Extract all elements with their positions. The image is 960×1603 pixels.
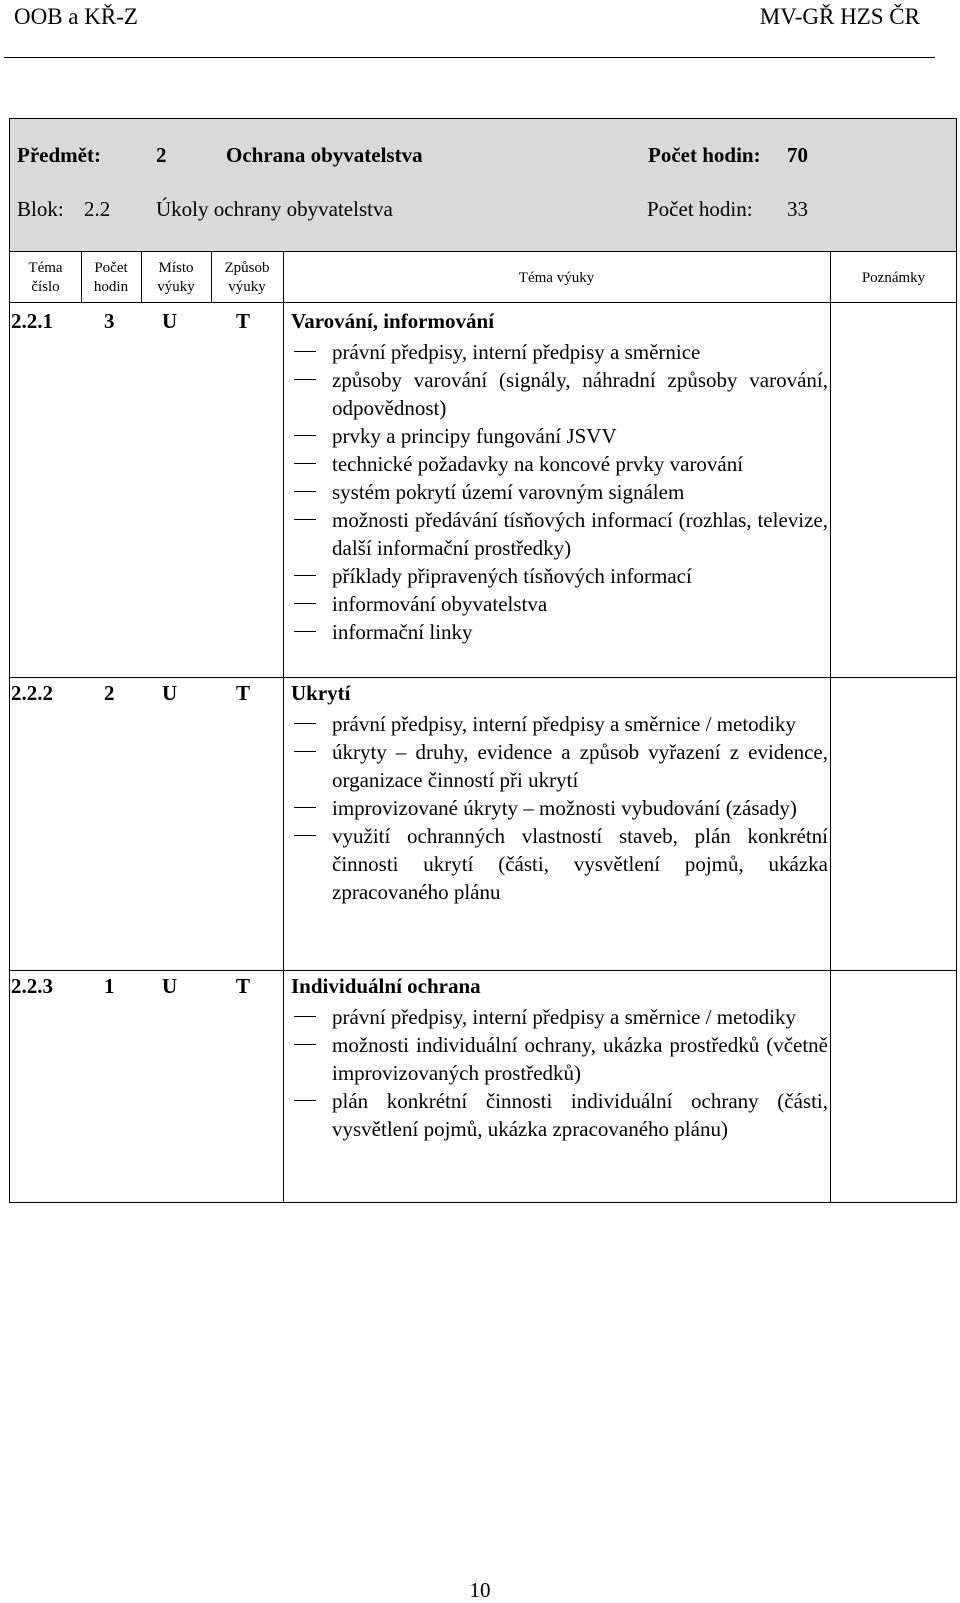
column-header-method-line1: Způsob xyxy=(224,260,270,276)
topic-place: U xyxy=(162,974,178,998)
block-title: Úkoly ochrany obyvatelstva xyxy=(156,197,393,221)
topic-place: U xyxy=(162,309,178,333)
page-header xyxy=(0,0,960,60)
topic-hours: 1 xyxy=(104,974,115,998)
block-label: Blok: xyxy=(17,197,64,221)
dash-bullet xyxy=(294,1044,316,1045)
topic-title: Varování, informování xyxy=(291,309,495,333)
dash-bullet xyxy=(294,1100,316,1101)
column-header-topic: Téma výuky xyxy=(518,270,595,286)
column-header-notes: Poznámky xyxy=(861,270,926,286)
list-item-text: plán konkrétní činnosti individuální ochrany (části, vysvětlení pojmů, ukázka zpracovaného plánu) xyxy=(332,1089,828,1141)
topic-id: 2.2.1 xyxy=(11,309,53,333)
dash-bullet xyxy=(294,835,316,836)
list-item-text: právní předpisy, interní předpisy a směrnice / metodiky xyxy=(332,1005,797,1029)
list-item-text: možnosti předávání tísňových informací (rozhlas, televize, další informační prostředky) xyxy=(332,508,828,560)
list-item-text: právní předpisy, interní předpisy a směrnice xyxy=(332,340,701,364)
table-header-rule xyxy=(10,302,956,303)
header-rule xyxy=(4,57,935,58)
list-item-text: příklady připravených tísňových informací xyxy=(332,564,692,588)
dash-bullet xyxy=(294,751,316,752)
table-divider-notes xyxy=(830,251,831,1202)
dash-bullet xyxy=(294,575,316,576)
dash-bullet xyxy=(294,1016,316,1017)
table-divider-topic xyxy=(283,251,284,1202)
list-item-text: improvizované úkryty – možnosti vybudování (zásady) xyxy=(332,796,797,820)
dash-bullet xyxy=(294,379,316,380)
dash-bullet xyxy=(294,463,316,464)
list-item xyxy=(294,506,828,562)
list-item xyxy=(294,422,828,450)
table-row-rule-2 xyxy=(10,970,956,971)
header-right-text: MV-GŘ HZS ČR xyxy=(759,4,920,29)
column-header-place xyxy=(141,259,211,297)
list-item-text: právní předpisy, interní předpisy a směrnice / metodiky xyxy=(332,712,797,736)
dash-bullet xyxy=(294,519,316,520)
list-item xyxy=(294,478,828,506)
list-item-text: způsoby varování (signály, náhradní způsoby varování, odpovědnost) xyxy=(332,368,828,420)
syllabus-table xyxy=(9,251,957,1203)
list-item-text: využití ochranných vlastností staveb, plán konkrétní činnosti ukrytí (části, vysvětlení pojmů, ukázka zpracovaného plánu xyxy=(332,824,828,904)
column-header-hours-line2: hodin xyxy=(93,279,129,295)
dash-bullet xyxy=(294,351,316,352)
block-hours-label: Počet hodin: xyxy=(647,197,753,221)
column-header-hours xyxy=(81,259,141,297)
block-hours: 33 xyxy=(787,197,808,221)
list-item-text: informační linky xyxy=(332,620,473,644)
list-item xyxy=(294,562,828,590)
column-header-hours-line1: Počet xyxy=(94,260,128,276)
dash-bullet xyxy=(294,603,316,604)
list-item xyxy=(294,794,828,822)
subject-label: Předmět: xyxy=(17,143,101,167)
column-header-topic-no-line2: číslo xyxy=(31,279,60,295)
subject-number: 2 xyxy=(156,143,167,167)
list-item xyxy=(294,1031,828,1087)
list-item xyxy=(294,618,828,646)
list-item-text: systém pokrytí území varovným signálem xyxy=(332,480,685,504)
dash-bullet xyxy=(294,491,316,492)
dash-bullet xyxy=(294,723,316,724)
list-item xyxy=(294,738,828,794)
list-item-text: prvky a principy fungování JSVV xyxy=(332,424,617,448)
table-row-rule-1 xyxy=(10,677,956,678)
dash-bullet xyxy=(294,807,316,808)
list-item xyxy=(294,338,828,366)
topic-item-list xyxy=(294,1003,828,1143)
topic-hours: 2 xyxy=(104,681,115,705)
list-item-text: informování obyvatelstva xyxy=(332,592,548,616)
list-item xyxy=(294,710,828,738)
subject-hours: 70 xyxy=(787,143,808,167)
topic-method: T xyxy=(236,681,251,705)
column-header-method xyxy=(211,259,283,297)
list-item xyxy=(294,450,828,478)
topic-id: 2.2.2 xyxy=(11,681,53,705)
topic-place: U xyxy=(162,681,178,705)
block-number: 2.2 xyxy=(84,197,111,221)
column-header-topic-no-line1: Téma xyxy=(28,260,63,276)
list-item xyxy=(294,590,828,618)
subject-hours-label: Počet hodin: xyxy=(648,143,761,167)
column-header-topic-no xyxy=(10,259,81,297)
list-item-text: možnosti individuální ochrany, ukázka prostředků (včetně improvizovaných prostředků) xyxy=(332,1033,828,1085)
list-item xyxy=(294,366,828,422)
topic-id: 2.2.3 xyxy=(11,974,53,998)
column-header-place-line2: výuky xyxy=(157,279,195,295)
topic-title: Ukrytí xyxy=(291,681,351,705)
subject-box xyxy=(9,118,957,252)
header-left-text: OOB a KŘ-Z xyxy=(14,4,138,29)
topic-method: T xyxy=(236,974,251,998)
list-item xyxy=(294,1087,828,1143)
list-item xyxy=(294,1003,828,1031)
dash-bullet xyxy=(294,435,316,436)
list-item-text: úkryty – druhy, evidence a způsob vyřazení z evidence, organizace činností při ukrytí xyxy=(332,740,828,792)
dash-bullet xyxy=(294,631,316,632)
topic-item-list xyxy=(294,338,828,646)
topic-method: T xyxy=(236,309,251,333)
topic-hours: 3 xyxy=(104,309,115,333)
column-header-method-line2: výuky xyxy=(228,279,266,295)
column-header-place-line1: Místo xyxy=(158,260,194,276)
list-item-text: technické požadavky na koncové prvky varování xyxy=(332,452,744,476)
list-item xyxy=(294,822,828,906)
subject-title: Ochrana obyvatelstva xyxy=(226,143,423,167)
page-number: 10 xyxy=(469,1578,491,1602)
topic-title: Individuální ochrana xyxy=(291,974,481,998)
topic-item-list xyxy=(294,710,828,906)
